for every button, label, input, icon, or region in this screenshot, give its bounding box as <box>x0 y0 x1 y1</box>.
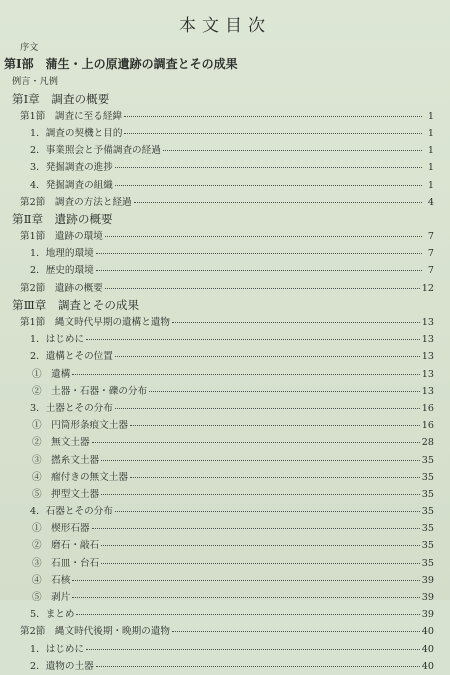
toc-entry <box>0 159 450 176</box>
toc-entry-label: 例言・凡例 <box>12 76 58 88</box>
dot-leader <box>130 424 420 426</box>
dot-leader <box>149 390 420 392</box>
dot-leader <box>115 184 422 186</box>
toc-entry-label: 3．土器とその分布 <box>30 402 113 414</box>
dot-leader <box>72 373 419 375</box>
toc-entry-page: 12 <box>421 282 434 294</box>
dot-leader <box>92 441 420 443</box>
toc-entry-label: ⑤ 押型文土器 <box>32 488 100 500</box>
page-title: 本文目次 <box>179 16 271 36</box>
toc-entry <box>0 228 450 245</box>
toc-entry-label: 第Ⅲ章 調査とその成果 <box>12 297 140 312</box>
dot-leader <box>86 648 420 650</box>
toc-entry <box>0 108 450 125</box>
dot-leader <box>96 665 420 667</box>
toc-entry <box>0 56 450 73</box>
toc-entry-label: 2．歴史的環境 <box>30 265 94 277</box>
dot-leader <box>115 510 420 512</box>
toc-entry-page: 13 <box>421 368 434 380</box>
toc-entry <box>0 348 450 365</box>
toc-entry-page: 39 <box>421 592 434 603</box>
toc-entry-label: ③ 石皿・台石 <box>32 557 100 569</box>
toc-entry <box>0 589 450 606</box>
toc-entry <box>0 486 450 503</box>
toc-entry <box>0 314 450 331</box>
toc-entry-label: ⑤ 剥片 <box>32 592 71 603</box>
dot-leader <box>172 630 420 632</box>
toc-entry-label: ① 円筒形条痕文土器 <box>32 420 128 432</box>
dot-leader <box>134 201 422 203</box>
toc-entry-label: ③ 撚糸文土器 <box>32 454 100 466</box>
toc-entry <box>0 383 450 400</box>
dot-leader <box>115 407 420 409</box>
toc-entry <box>0 606 450 623</box>
toc-entry <box>0 297 450 314</box>
toc-entry <box>0 73 450 90</box>
toc-entry-page: 39 <box>421 609 434 621</box>
toc-entry-page: 7 <box>427 265 434 277</box>
dot-leader <box>130 476 420 478</box>
toc-entry-page: 35 <box>421 540 434 552</box>
toc-entry-label: 5．まとめ <box>30 609 75 621</box>
toc-entry-page: 13 <box>421 351 434 363</box>
toc-entry-page: 40 <box>421 626 434 638</box>
toc-entry <box>0 469 450 486</box>
toc-entry-page: 1 <box>427 179 434 191</box>
toc-entry <box>0 452 450 469</box>
toc-entry <box>0 91 450 108</box>
toc-entry-label: 第1節 縄文時代早期の遺構と遺物 <box>20 317 171 328</box>
toc-entry-label: ② 無文土器 <box>32 437 90 449</box>
toc-entry <box>0 537 450 554</box>
dot-leader <box>115 166 422 168</box>
dot-leader <box>96 252 422 254</box>
toc-entry-page: 40 <box>421 643 434 655</box>
toc-entry <box>0 572 450 589</box>
toc-entry-label: 第1節 遺跡の環境 <box>20 231 103 243</box>
toc-entry-page: 39 <box>421 574 434 586</box>
toc-entry <box>0 262 450 279</box>
dot-leader <box>72 579 419 581</box>
toc-entry-label: 3．発掘調査の進捗 <box>30 162 113 174</box>
toc-entry <box>0 503 450 520</box>
toc-entry-label: 第1節 調査に至る経緯 <box>20 110 123 122</box>
toc-entry <box>0 211 450 228</box>
toc-entry-label: 1．はじめに <box>30 643 85 655</box>
toc-entry-page: 7 <box>427 248 434 260</box>
toc-entry <box>0 400 450 417</box>
dot-leader <box>76 613 419 615</box>
toc-entry <box>0 658 450 675</box>
toc-entry-page: 13 <box>421 385 434 397</box>
toc-entry <box>0 417 450 434</box>
toc-entry-label: ④ 瘤付きの無文土器 <box>32 471 128 483</box>
dot-leader <box>101 493 420 495</box>
toc-entry-page: 4 <box>427 196 434 208</box>
toc-entry-label: 第Ⅰ章 調査の概要 <box>12 91 110 106</box>
toc-entry-page: 1 <box>427 127 434 139</box>
dot-leader <box>172 321 420 323</box>
dot-leader <box>101 562 420 564</box>
toc-entry-label: 1．地理的環境 <box>30 248 94 260</box>
dot-leader <box>115 355 420 357</box>
toc-entry-label: 第2節 縄文時代後期・晩期の遺物 <box>20 626 171 638</box>
toc-entry-page: 1 <box>427 145 434 157</box>
toc-entry-label: 第Ⅱ章 遺跡の概要 <box>12 211 113 226</box>
toc-entry-page: 40 <box>421 660 434 672</box>
toc-entry-label: ① 楔形石器 <box>32 523 90 535</box>
dot-leader <box>124 115 422 117</box>
toc-entry-page: 1 <box>427 110 434 122</box>
toc-entry <box>0 331 450 348</box>
dot-leader <box>96 269 422 271</box>
toc-entry-label: 1．調査の契機と目的 <box>30 127 123 139</box>
toc-entry-page: 35 <box>421 506 434 518</box>
toc-entry <box>0 194 450 211</box>
toc-entry <box>0 555 450 572</box>
toc-entry-page: 16 <box>421 420 434 432</box>
toc-entry <box>0 142 450 159</box>
toc-entry-page: 13 <box>421 334 434 346</box>
toc-entry <box>0 245 450 262</box>
toc-entry <box>0 641 450 658</box>
toc-entry <box>0 520 450 537</box>
dot-leader <box>101 544 420 546</box>
dot-leader <box>72 596 419 598</box>
toc-entry-label: 2．遺構とその位置 <box>30 351 113 363</box>
table-of-contents <box>0 39 450 675</box>
toc-entry-page: 35 <box>421 557 434 569</box>
dot-leader <box>124 132 422 134</box>
dot-leader <box>163 149 422 151</box>
toc-entry <box>0 623 450 640</box>
toc-entry-page: 13 <box>421 317 434 328</box>
dot-leader <box>101 459 420 461</box>
toc-entry-page: 28 <box>421 437 434 449</box>
toc-entry-page: 1 <box>427 162 434 174</box>
toc-entry-label: 1．はじめに <box>30 334 85 346</box>
toc-entry-page: 35 <box>421 488 434 500</box>
dot-leader <box>105 235 422 237</box>
toc-entry-label: 4．石器とその分布 <box>30 506 113 518</box>
toc-entry <box>0 366 450 383</box>
dot-leader <box>92 527 420 529</box>
toc-entry-page: 35 <box>421 454 434 466</box>
toc-entry-label: 序文 <box>20 42 39 53</box>
toc-entry <box>0 177 450 194</box>
dot-leader <box>86 338 420 340</box>
toc-entry-label: 第2節 調査の方法と経過 <box>20 196 132 208</box>
toc-entry <box>0 125 450 142</box>
toc-entry-label: 2．遺物の土器 <box>30 660 94 672</box>
dot-leader <box>105 287 420 289</box>
toc-entry <box>0 39 450 56</box>
toc-entry-label: ① 遺構 <box>32 368 71 380</box>
toc-entry-label: 第2節 遺跡の概要 <box>20 282 103 294</box>
toc-entry-page: 7 <box>427 231 434 243</box>
toc-entry-label: 2．事業照会と予備調査の経過 <box>30 145 161 157</box>
toc-entry-page: 16 <box>421 402 434 414</box>
toc-entry <box>0 280 450 297</box>
toc-entry-page: 35 <box>421 471 434 483</box>
toc-entry-label: 第Ⅰ部 蒲生・上の原遺跡の調査とその成果 <box>4 57 238 72</box>
toc-entry-label: ② 磨石・敲石 <box>32 540 100 552</box>
toc-entry-label: ④ 石核 <box>32 574 71 586</box>
toc-entry <box>0 434 450 451</box>
toc-entry-label: ② 土器・石器・礫の分布 <box>32 385 148 397</box>
toc-entry-page: 35 <box>421 523 434 535</box>
toc-entry-label: 4．発掘調査の組織 <box>30 179 113 191</box>
